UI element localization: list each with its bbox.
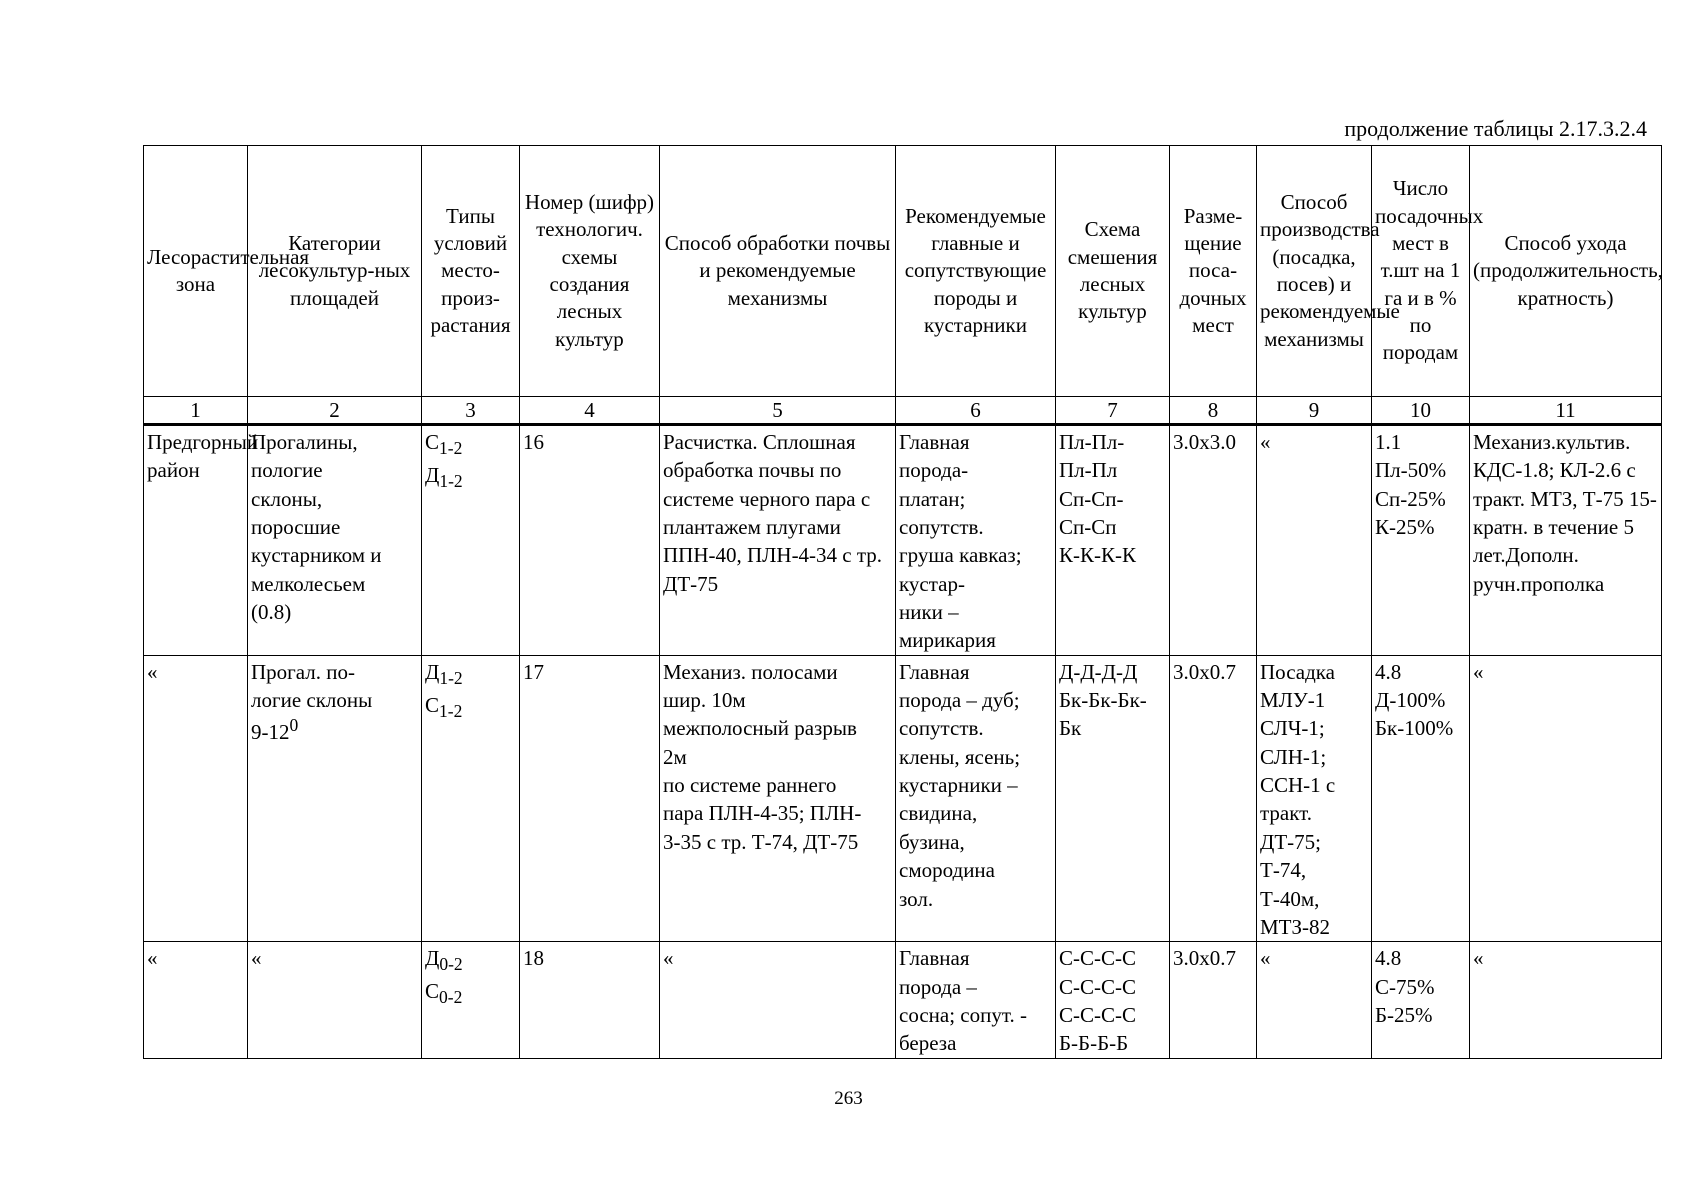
column-number: 4 [520,397,660,425]
header-row [144,146,1662,397]
header-cell: Схема смешения лесных культур [1056,146,1170,397]
table-row [144,425,1662,656]
column-number: 10 [1372,397,1470,425]
page-number: 263 [834,1088,863,1109]
soil-treatment-cell: Механиз. полосами шир. 10м межполосный разрыв 2м по системе раннего пара ПЛН-4-35; ПЛН- 3-35 с тр. Т-74, ДТ-75 [660,655,896,941]
scheme-code-cell: 17 [520,655,660,941]
species-cell: Главная порода- платан; сопутств. груша кавказ; кустар- ники – мирикария [896,425,1056,656]
species-cell: Главная порода – дуб; сопутств. клены, ясень; кустарники – свидина, бузина, смородина зол. [896,655,1056,941]
column-number: 1 [144,397,248,425]
table-row [144,942,1662,1058]
zone-cell: Предгорный район [144,425,248,656]
planting-count-cell: 4.8 С-75% Б-25% [1372,942,1470,1058]
zone-cell: « [144,655,248,941]
header-cell: Разме-щение поса-дочных мест [1170,146,1257,397]
category-cell: Прогал. по- логие склоны $9-12^0$ [248,655,422,941]
scheme-code-cell: 16 [520,425,660,656]
mixing-scheme-cell: Д-Д-Д-Д Бк-Бк-Бк- Бк [1056,655,1170,941]
species-cell: Главная порода – сосна; сопут. - береза [896,942,1056,1058]
header-cell: Число посадочных мест в т.шт на 1 га и в % по породам [1372,146,1470,397]
header-cell: Лесорастительная зона [144,146,248,397]
column-number: 9 [1257,397,1372,425]
care-method-cell: Механиз.культив. КДС-1.8; КЛ-2.6 с тракт. МТЗ, Т-75 15-кратн. в течение 5 лет.Дополн. ручн.прополка [1470,425,1662,656]
header-cell: Способ производства (посадка, посев) и рекомендуемые механизмы [1257,146,1372,397]
production-method-cell: « [1257,942,1372,1058]
scheme-code-cell: 18 [520,942,660,1058]
table-row [144,655,1662,941]
header-cell: Категории лесокультур-ных площадей [248,146,422,397]
placement-cell: 3.0x3.0 [1170,425,1257,656]
site-type-cell: $С_{1-2}$ $Д_{1-2}$ [422,425,520,656]
category-cell: « [248,942,422,1058]
header-cell: Номер (шифр) технологич. схемы создания лесных культур [520,146,660,397]
header-cell: Рекомендуемые главные и сопутствующие породы и кустарники [896,146,1056,397]
column-number: 11 [1470,397,1662,425]
column-number: 5 [660,397,896,425]
planting-count-cell: 4.8 Д-100% Бк-100% [1372,655,1470,941]
planting-count-cell: 1.1 Пл-50% Сп-25% К-25% [1372,425,1470,656]
column-number: 3 [422,397,520,425]
placement-cell: 3.0x0.7 [1170,942,1257,1058]
placement-cell: 3.0x0.7 [1170,655,1257,941]
site-type-cell: $Д_{0-2}$ $С_{0-2}$ [422,942,520,1058]
table-caption: продолжение таблицы 2.17.3.2.4 [1344,116,1647,141]
column-number: 2 [248,397,422,425]
header-cell: Способ обработки почвы и рекомендуемые механизмы [660,146,896,397]
header-cell: Способ ухода (продолжительность, кратность) [1470,146,1662,397]
site-type-cell: $Д_{1-2}$ $С_{1-2}$ [422,655,520,941]
column-number-row [144,397,1662,425]
column-number: 8 [1170,397,1257,425]
category-cell: Прогалины, пологие склоны, поросшие кустарником и мелколесьем (0.8) [248,425,422,656]
production-method-cell: Посадка МЛУ-1 СЛЧ-1; СЛН-1; ССН-1 с тракт. ДТ-75; Т-74, Т-40м, МТЗ-82 [1257,655,1372,941]
care-method-cell: « [1470,942,1662,1058]
mixing-scheme-cell: С-С-С-С С-С-С-С С-С-С-С Б-Б-Б-Б [1056,942,1170,1058]
header-cell: Типы условий место-произ-растания [422,146,520,397]
care-method-cell: « [1470,655,1662,941]
forest-cultures-table [143,145,1662,1059]
production-method-cell: « [1257,425,1372,656]
mixing-scheme-cell: Пл-Пл- Пл-Пл Сп-Сп- Сп-Сп К-К-К-К [1056,425,1170,656]
column-number: 7 [1056,397,1170,425]
column-number: 6 [896,397,1056,425]
zone-cell: « [144,942,248,1058]
soil-treatment-cell: Расчистка. Сплошная обработка почвы по системе черного пара с плантажем плугами ППН-40, ПЛН-4-34 с тр. ДТ-75 [660,425,896,656]
soil-treatment-cell: « [660,942,896,1058]
